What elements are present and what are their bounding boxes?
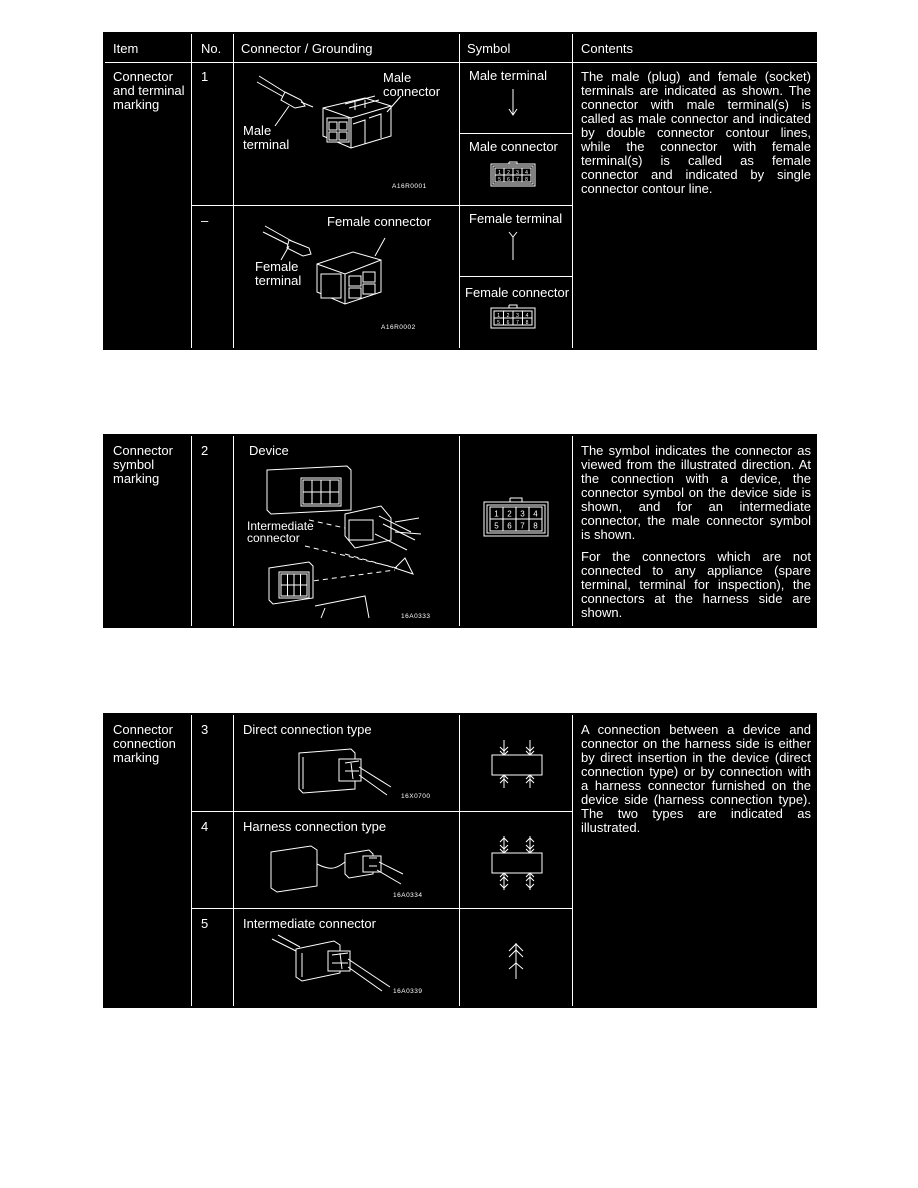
harness-connection-illustration: [265, 840, 405, 896]
row4-no-cell: [192, 812, 234, 909]
row1-number: 1: [201, 69, 209, 84]
pin-1: 1: [498, 170, 501, 176]
male-terminal-callout: Male terminal: [243, 123, 290, 152]
female-connector-symbol-icon: [491, 305, 535, 329]
pin-8: 8: [525, 177, 528, 183]
terminal-marking-table: [103, 32, 817, 350]
pin-6: 6: [506, 320, 510, 326]
header-connector-label: Connector / Grounding: [241, 41, 373, 56]
pin-3: 3: [516, 313, 519, 319]
female-terminal-callout: Female terminal: [255, 259, 302, 288]
male-connector-symbol-icon: [491, 162, 535, 186]
pin-8: 8: [525, 320, 529, 326]
terminal-marking-contents: The male (plug) and female (socket) terminals are indicated as shown. The connector with male terminal(s) is called as male connector and indicated by double connector contour lines, while the connector with female terminal(s) is called as female connector and indicated by single connector contour line.: [581, 69, 811, 196]
pin-7: 7: [516, 177, 519, 183]
pin-6: 6: [507, 521, 512, 531]
row-no-cell: [192, 436, 234, 626]
connector-symbol-icon: [484, 498, 548, 536]
pin-2: 2: [507, 509, 512, 519]
symbol-marking-contents-p2: For the connectors which are not connected to any appliance (spare terminal, terminal for inspection), the connectors at the harness side are shown.: [581, 549, 811, 620]
row1-no-cell: [192, 63, 234, 206]
header-item-label: Item: [113, 41, 139, 56]
direct-connection-illustration: [295, 745, 405, 801]
pin-3: 3: [520, 509, 525, 519]
pin-4: 4: [525, 313, 529, 319]
intermediate-connector-illustration: [270, 933, 410, 993]
direct-connection-symbol-icon: [490, 738, 544, 790]
intermediate-connector-symbol-icon: [505, 943, 527, 979]
pin-7: 7: [520, 521, 525, 531]
figure-code-16a0339: 16A0339: [393, 988, 423, 995]
pin-4: 4: [533, 509, 538, 519]
pin-4: 4: [525, 170, 528, 176]
figure-code-a16r0001: A16R0001: [392, 183, 427, 190]
female-terminal-symbol-icon: [505, 232, 521, 262]
header-no-label: No.: [201, 41, 222, 56]
figure-code-a16r0002: A16R0002: [381, 324, 416, 331]
pin-2: 2: [506, 313, 510, 319]
row3-label: Direct connection type: [243, 722, 372, 737]
pin-7: 7: [516, 320, 519, 326]
header-contents-label: Contents: [581, 41, 634, 56]
pin-6: 6: [507, 177, 510, 183]
row3-no-cell: [192, 715, 234, 812]
row5-label: Intermediate connector: [243, 916, 376, 931]
symbol-marking-contents-p1: The symbol indicates the connector as viewed from the illustrated direction. At the connection with a device, the connector symbol on the device side is shown, and for an intermediate connector, the male connector symbol is shown.: [581, 443, 811, 542]
male-terminal-symbol-icon: [505, 89, 521, 119]
header-symbol-label: Symbol: [467, 41, 511, 56]
pin-1: 1: [497, 313, 500, 319]
pin-3: 3: [516, 170, 519, 176]
pin-1: 1: [494, 509, 499, 519]
pin-8: 8: [533, 521, 538, 531]
figure-code-16x0700: 16X0700: [401, 793, 431, 800]
symbol-female-terminal-label: Female terminal: [469, 211, 563, 226]
row-number: 2: [201, 443, 209, 458]
row5-number: 5: [201, 916, 209, 931]
symbol-male-terminal-label: Male terminal: [469, 68, 548, 83]
device-label: Device: [249, 443, 289, 458]
row4-label: Harness connection type: [243, 819, 387, 834]
pin-5: 5: [497, 320, 500, 326]
row2-number: –: [201, 213, 209, 228]
row5-no-cell: [192, 909, 234, 1006]
pin-5: 5: [498, 177, 501, 183]
row4-number: 4: [201, 819, 209, 834]
symbol-marking-table: [103, 434, 817, 628]
female-connector-callout: Female connector: [327, 214, 432, 229]
symbol-male-connector-label: Male connector: [469, 139, 558, 154]
row2-no-cell: [192, 206, 234, 348]
connection-marking-contents: A connection between a device and connector on the harness side is either by direct insertion in the device (direct connection type) or by connection with a harness connector furnished on the device side (harness connection type). The two types are indicated as illustrated.: [581, 722, 811, 835]
connection-marking-table: [103, 713, 817, 1008]
figure-code-16a0333: 16A0333: [401, 613, 431, 620]
intermediate-connector-callout: Intermediate connector: [247, 519, 314, 545]
symbol-female-connector-label: Female connector: [465, 285, 570, 300]
item-label: Connector and terminal marking: [113, 69, 185, 112]
item-label: Connector connection marking: [113, 722, 176, 765]
figure-code-16a0334: 16A0334: [393, 892, 423, 899]
item-label: Connector symbol marking: [113, 443, 173, 486]
row3-number: 3: [201, 722, 209, 737]
male-connector-callout: Male connector: [383, 70, 441, 99]
harness-connection-symbol-icon: [490, 834, 544, 892]
pin-2: 2: [507, 170, 510, 176]
pin-5: 5: [494, 521, 499, 531]
